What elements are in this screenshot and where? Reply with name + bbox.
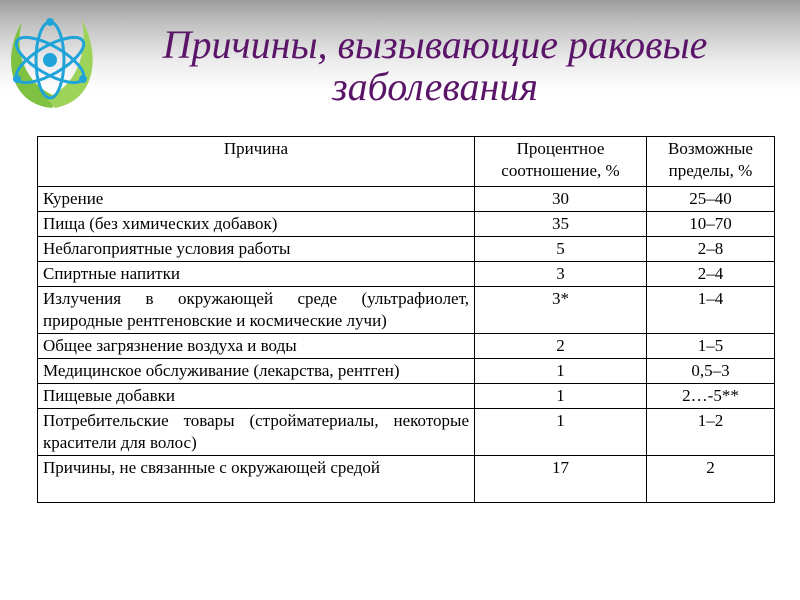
table-row xyxy=(38,359,775,384)
range-cell: 10–70 xyxy=(647,212,775,237)
table-row xyxy=(38,212,775,237)
range-cell: 0,5–3 xyxy=(647,359,775,384)
range-cell: 2…-5** xyxy=(647,384,775,409)
header-percent: Процентное соотношение, % xyxy=(475,137,647,187)
range-cell: 2 xyxy=(647,456,775,503)
range-cell: 1–2 xyxy=(647,409,775,456)
percent-cell: 30 xyxy=(475,187,647,212)
cause-cell: Медицинское обслуживание (лекарства, рентген) xyxy=(38,359,475,384)
cause-cell: Потребительские товары (стройматериалы, некоторые красители для волос) xyxy=(38,409,475,456)
table-row xyxy=(38,237,775,262)
percent-cell: 1 xyxy=(475,409,647,456)
causes-table xyxy=(37,136,775,503)
cause-cell: Курение xyxy=(38,187,475,212)
header-range: Возможные пределы, % xyxy=(647,137,775,187)
cause-cell: Пищевые добавки xyxy=(38,384,475,409)
cause-cell: Неблагоприятные условия работы xyxy=(38,237,475,262)
percent-cell: 1 xyxy=(475,359,647,384)
slide-title: Причины, вызывающие раковые заболевания xyxy=(162,22,708,109)
percent-cell: 2 xyxy=(475,334,647,359)
range-cell: 2–8 xyxy=(647,237,775,262)
table-row xyxy=(38,456,775,503)
table-row xyxy=(38,187,775,212)
range-cell: 1–4 xyxy=(647,287,775,334)
cause-cell: Пища (без химических добавок) xyxy=(38,212,475,237)
cause-cell: Спиртные напитки xyxy=(38,262,475,287)
table-header-row xyxy=(38,137,775,187)
range-cell: 2–4 xyxy=(647,262,775,287)
range-cell: 25–40 xyxy=(647,187,775,212)
percent-cell: 3* xyxy=(475,287,647,334)
table-row xyxy=(38,384,775,409)
cause-cell: Причины, не связанные с окружающей средой xyxy=(38,456,475,503)
percent-cell: 1 xyxy=(475,384,647,409)
header-cause: Причина xyxy=(38,137,475,187)
cause-cell: Общее загрязнение воздуха и воды xyxy=(38,334,475,359)
atom-leaf-logo-icon xyxy=(0,0,105,118)
range-cell: 1–5 xyxy=(647,334,775,359)
table-row xyxy=(38,409,775,456)
percent-cell: 5 xyxy=(475,237,647,262)
table-row xyxy=(38,287,775,334)
table-row xyxy=(38,262,775,287)
table-row xyxy=(38,334,775,359)
percent-cell: 35 xyxy=(475,212,647,237)
percent-cell: 3 xyxy=(475,262,647,287)
percent-cell: 17 xyxy=(475,456,647,503)
cause-cell: Излучения в окружающей среде (ультрафиолет, природные рентгеновские и космические лучи) xyxy=(38,287,475,334)
